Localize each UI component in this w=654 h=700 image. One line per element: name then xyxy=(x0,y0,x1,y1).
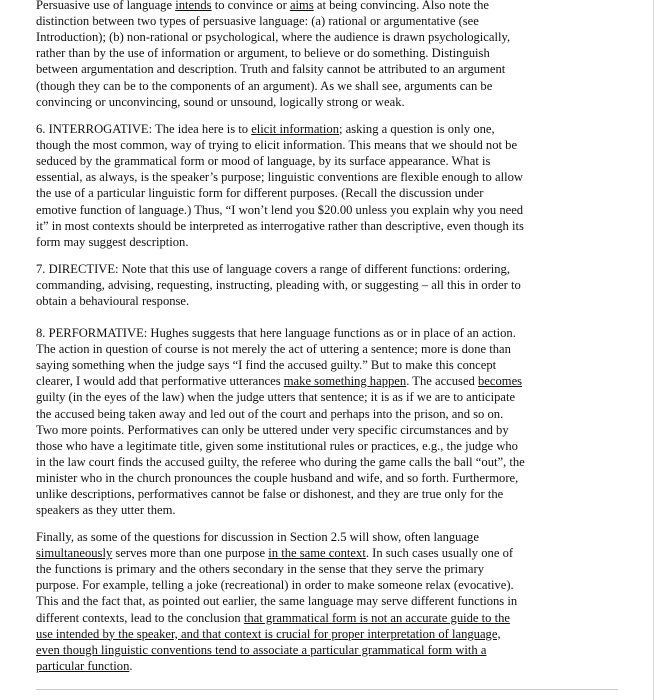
text-run: 8. PERFORMATIVE: Hughes suggests that here language functions as or in place of an action. xyxy=(36,326,516,340)
text-line xyxy=(36,487,503,502)
text-run: guilty (in the eyes of the law) when the judge utters that sentence; it is as if we are to anticipate xyxy=(36,390,516,405)
text-line xyxy=(36,659,133,674)
text-line xyxy=(36,423,509,438)
text-line xyxy=(36,471,518,486)
text-line xyxy=(36,455,525,470)
text-line xyxy=(36,643,486,658)
text-line xyxy=(36,30,510,45)
text-line xyxy=(36,170,523,185)
text-line xyxy=(36,407,503,422)
text-run: (though they can be to the components of an argument). As we shall see, arguments can be xyxy=(36,78,493,93)
text-line xyxy=(36,262,510,277)
text-line xyxy=(36,278,521,293)
text-line xyxy=(36,594,517,609)
text-line xyxy=(36,627,501,642)
text-run: convincing or unconvincing, sound or unsound, logically strong or weak. xyxy=(36,94,405,109)
text-line xyxy=(36,79,492,94)
text-line xyxy=(36,530,479,545)
text-run: to convince or xyxy=(211,0,290,12)
underlined-text: becomes xyxy=(478,374,523,389)
text-run: distinction between two types of persuasive language: (a) rational or argumentative (see xyxy=(36,14,479,29)
text-run: Persuasive use of language xyxy=(36,0,176,12)
text-line xyxy=(36,611,510,626)
text-line xyxy=(36,0,489,13)
text-line xyxy=(36,503,176,518)
page-bottom-rule xyxy=(36,689,618,690)
text-line xyxy=(36,154,490,169)
text-run: Finally, as some of the questions for discussion in Section 2.5 will show, often language xyxy=(36,530,479,544)
text-line xyxy=(36,390,515,405)
text-run: different contexts, lead to the conclusion xyxy=(36,610,244,625)
text-line xyxy=(36,439,518,454)
text-run: saying something when the judge says “I find the accused guilty.” But to make this concept xyxy=(36,358,497,373)
text-run: form may suggest description. xyxy=(36,234,189,249)
underlined-text: make something happen xyxy=(283,374,407,389)
underlined-text: in the same context xyxy=(268,546,366,561)
underlined-text: that grammatical form is not an accurate guide to the xyxy=(243,610,510,625)
text-line xyxy=(36,62,505,77)
text-run: in the law court finds the accused guilty, the referee who during the game calls the ball “out”, the xyxy=(36,454,525,469)
text-run: it” in most contexts should be interpreted as interrogative rather than descriptive, even though its xyxy=(36,218,524,233)
text-run: emotive function of language.) Thus, “I won’t lend you $20.00 unless you explain why you need xyxy=(36,202,524,217)
text-run: . In such cases usually one of xyxy=(365,546,514,561)
text-run: 7. DIRECTIVE: Note that this use of language covers a range of different functions: ordering, xyxy=(36,262,510,276)
text-run: those who have a legitimate title, given some institutional rules or practices, e.g., the judge who xyxy=(36,438,518,453)
text-line xyxy=(36,562,484,577)
text-run: Introduction); (b) non-rational or psychological, where the audience is drawn psychologically, xyxy=(36,30,511,45)
text-run: minister who in the church pronounces the couple husband and wife, and so forth. Furthermore, xyxy=(36,470,519,485)
text-line xyxy=(36,546,513,561)
text-run: purpose. For example, telling a joke (recreational) in order to make someone relax (evocative). xyxy=(36,578,514,593)
text-line xyxy=(36,14,479,29)
text-run: unlike descriptions, performatives cannot be false or dishonest, and they are true only for the xyxy=(36,487,504,501)
text-run: rather than by the use of information or argument, to believe or do something. Distinguish xyxy=(36,46,490,61)
underlined-text: use intended by the speaker, and that context is crucial for proper interpretation of language, xyxy=(36,626,501,641)
text-run: ; asking a question is only one, xyxy=(339,122,495,136)
underlined-text: particular function xyxy=(36,658,130,673)
text-run: The action in question of course is not merely the act of uttering a sentence; more is done than xyxy=(36,342,511,357)
text-line xyxy=(36,358,496,373)
text-run: essential, as always, is the speaker’s purpose; linguistic conventions are flexible enough to allow xyxy=(36,170,523,185)
text-line xyxy=(36,294,189,309)
text-run: serves more than one purpose xyxy=(112,546,269,561)
text-line xyxy=(36,46,490,61)
text-run: clearer, I would add that performative utterances xyxy=(36,374,284,389)
underlined-text: simultaneously xyxy=(36,546,113,561)
text-line xyxy=(36,342,511,357)
underlined-text: aims xyxy=(289,0,314,12)
text-run: between argumentation and description. Truth and falsity cannot be attributed to an argument xyxy=(36,62,506,77)
text-run: obtain a behavioural response. xyxy=(36,294,190,309)
text-run: Two more points. Performatives can only be uttered under very specific circumstances and by xyxy=(36,422,509,437)
text-line xyxy=(36,203,523,218)
text-line xyxy=(36,186,483,201)
text-run: . The accused xyxy=(406,374,478,389)
text-line xyxy=(36,219,524,234)
underlined-text: even though linguistic conventions tend to associate a particular grammatical form with a xyxy=(36,642,487,657)
text-run: This and the fact that, as pointed out earlier, the same language may serve different functions in xyxy=(36,594,518,609)
text-run: though the most common, way of trying to elicit information. This means that we should not be xyxy=(36,138,518,153)
text-line xyxy=(36,138,517,153)
underlined-text: intends xyxy=(175,0,212,12)
text-run: speakers as they utter them. xyxy=(36,503,176,518)
underlined-text: elicit information xyxy=(251,122,339,136)
text-line xyxy=(36,95,405,110)
text-run: the accused being taken away and led out of the court and perhaps into the prison, and so on. xyxy=(36,406,504,421)
text-line xyxy=(36,122,495,137)
text-line xyxy=(36,235,189,250)
text-line xyxy=(36,326,516,341)
text-line xyxy=(36,374,522,389)
text-run: the use of a particular linguistic form for different purposes. (Recall the discussion under xyxy=(36,186,484,201)
text-run: . xyxy=(129,658,133,673)
text-run: seduced by the grammatical form or mood of language, by its surface appearance. What is xyxy=(36,154,491,169)
text-run: commanding, advising, requesting, instructing, pleading with, or suggesting – all this in order to xyxy=(36,278,521,293)
text-run: the functions is primary and the others secondary in the sense that they serve the primary xyxy=(36,562,484,577)
text-run: 6. INTERROGATIVE: The idea here is to xyxy=(36,122,252,136)
text-line xyxy=(36,578,514,593)
text-run: at being convincing. Also note the xyxy=(313,0,489,12)
